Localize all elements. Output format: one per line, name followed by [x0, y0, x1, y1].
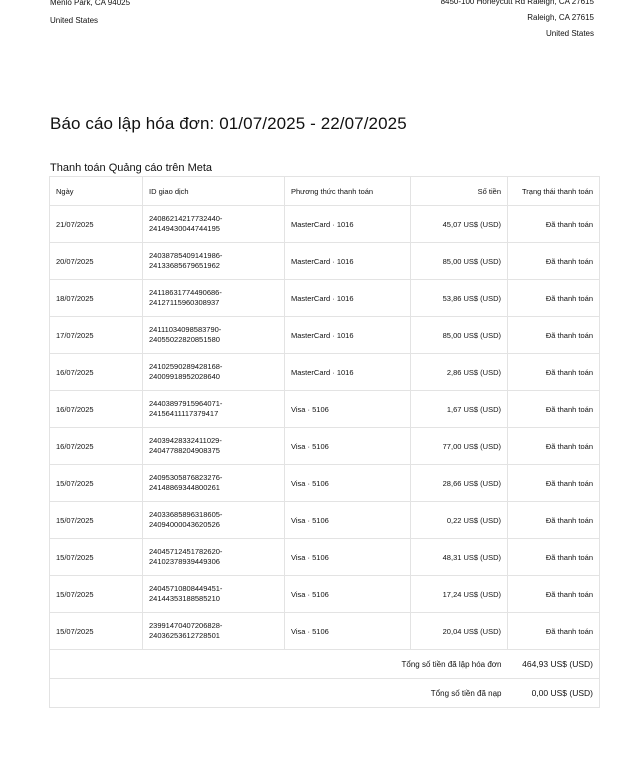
table-row — [50, 317, 600, 354]
cell-date: 15/07/2025 — [50, 465, 143, 502]
cell-date: 20/07/2025 — [50, 243, 143, 280]
address-line: 8450-100 Honeycutt Rd Raleigh, CA 27615 — [440, 0, 594, 6]
cell-date: 17/07/2025 — [50, 317, 143, 354]
cell-payment-method: Visa · 5106 — [285, 465, 411, 502]
cell-status: Đã thanh toán — [508, 317, 600, 354]
table-row — [50, 613, 600, 650]
cell-amount: 53,86 US$ (USD) — [411, 280, 508, 317]
cell-transaction-id: 24118631774490686-24127115960308937 — [143, 280, 285, 317]
address-line: United States — [545, 29, 594, 38]
cell-amount: 48,31 US$ (USD) — [411, 539, 508, 576]
cell-payment-method: MasterCard · 1016 — [285, 280, 411, 317]
cell-status: Đã thanh toán — [508, 354, 600, 391]
cell-transaction-id: 24045712451782620-24102378939449306 — [143, 539, 285, 576]
cell-status: Đã thanh toán — [508, 428, 600, 465]
cell-status: Đã thanh toán — [508, 391, 600, 428]
total-paid-label: Tổng số tiền đã nạp — [50, 679, 508, 708]
cell-transaction-id: 24403897915964071-24156411117379417 — [143, 391, 285, 428]
cell-amount: 20,04 US$ (USD) — [411, 613, 508, 650]
table-row — [50, 391, 600, 428]
cell-transaction-id: 24111034098583790-24055022820851580 — [143, 317, 285, 354]
cell-date: 16/07/2025 — [50, 391, 143, 428]
total-paid-value: 0,00 US$ (USD) — [508, 679, 600, 708]
cell-transaction-id: 24102590289428168-24009918952028640 — [143, 354, 285, 391]
cell-amount: 17,24 US$ (USD) — [411, 576, 508, 613]
cell-payment-method: Visa · 5106 — [285, 428, 411, 465]
cell-payment-method: Visa · 5106 — [285, 576, 411, 613]
cell-date: 15/07/2025 — [50, 539, 143, 576]
header-date: Ngày — [50, 177, 143, 206]
total-billed-row — [50, 650, 600, 679]
cell-transaction-id: 24086214217732440-24149430044744195 — [143, 206, 285, 243]
cell-transaction-id: 23991470407206828-24036253612728501 — [143, 613, 285, 650]
header-payment-method: Phương thức thanh toán — [285, 177, 411, 206]
cell-payment-method: MasterCard · 1016 — [285, 317, 411, 354]
cell-amount: 0,22 US$ (USD) — [411, 502, 508, 539]
cell-date: 18/07/2025 — [50, 280, 143, 317]
cell-date: 21/07/2025 — [50, 206, 143, 243]
cell-transaction-id: 24033685896318605-24094000043620526 — [143, 502, 285, 539]
cell-status: Đã thanh toán — [508, 502, 600, 539]
table-row — [50, 465, 600, 502]
table-row — [50, 576, 600, 613]
cell-status: Đã thanh toán — [508, 539, 600, 576]
table-row — [50, 428, 600, 465]
cell-amount: 45,07 US$ (USD) — [411, 206, 508, 243]
cell-amount: 2,86 US$ (USD) — [411, 354, 508, 391]
table-row — [50, 354, 600, 391]
transactions-table — [49, 176, 600, 708]
cell-date: 16/07/2025 — [50, 428, 143, 465]
cell-payment-method: MasterCard · 1016 — [285, 243, 411, 280]
cell-date: 16/07/2025 — [50, 354, 143, 391]
cell-payment-method: Visa · 5106 — [285, 502, 411, 539]
cell-amount: 85,00 US$ (USD) — [411, 243, 508, 280]
address-line: Menlo Park, CA 94025 — [50, 0, 131, 7]
billing-address-right — [441, 0, 594, 42]
section-title: Thanh toán Quảng cáo trên Meta — [50, 162, 213, 174]
header-transaction-id: ID giao dịch — [143, 177, 285, 206]
billing-address-left — [50, 0, 130, 30]
total-billed-value: 464,93 US$ (USD) — [508, 650, 600, 679]
table-row — [50, 243, 600, 280]
table-row — [50, 280, 600, 317]
table-row — [50, 502, 600, 539]
cell-payment-method: MasterCard · 1016 — [285, 206, 411, 243]
cell-payment-method: MasterCard · 1016 — [285, 354, 411, 391]
cell-transaction-id: 24039428332411029-24047788204908375 — [143, 428, 285, 465]
header-amount: Số tiền — [411, 177, 508, 206]
cell-status: Đã thanh toán — [508, 576, 600, 613]
cell-status: Đã thanh toán — [508, 206, 600, 243]
cell-amount: 28,66 US$ (USD) — [411, 465, 508, 502]
cell-transaction-id: 24038785409141986-24133685679651962 — [143, 243, 285, 280]
total-paid-row — [50, 679, 600, 708]
cell-amount: 1,67 US$ (USD) — [411, 391, 508, 428]
cell-payment-method: Visa · 5106 — [285, 613, 411, 650]
cell-status: Đã thanh toán — [508, 465, 600, 502]
cell-status: Đã thanh toán — [508, 280, 600, 317]
cell-amount: 77,00 US$ (USD) — [411, 428, 508, 465]
cell-amount: 85,00 US$ (USD) — [411, 317, 508, 354]
table-header-row — [50, 177, 600, 206]
address-line: United States — [50, 16, 99, 25]
cell-date: 15/07/2025 — [50, 613, 143, 650]
report-title: Báo cáo lập hóa đơn: 01/07/2025 - 22/07/2025 — [50, 114, 407, 133]
cell-payment-method: Visa · 5106 — [285, 391, 411, 428]
cell-payment-method: Visa · 5106 — [285, 539, 411, 576]
cell-date: 15/07/2025 — [50, 576, 143, 613]
cell-transaction-id: 24095305876823276-24148869344800261 — [143, 465, 285, 502]
table-row — [50, 539, 600, 576]
cell-status: Đã thanh toán — [508, 243, 600, 280]
cell-status: Đã thanh toán — [508, 613, 600, 650]
table-row — [50, 206, 600, 243]
cell-transaction-id: 24045710808449451-24144353188585210 — [143, 576, 285, 613]
header-status: Trạng thái thanh toán — [508, 177, 600, 206]
address-line: Raleigh, CA 27615 — [527, 13, 594, 22]
cell-date: 15/07/2025 — [50, 502, 143, 539]
total-billed-label: Tổng số tiền đã lập hóa đơn — [50, 650, 508, 679]
